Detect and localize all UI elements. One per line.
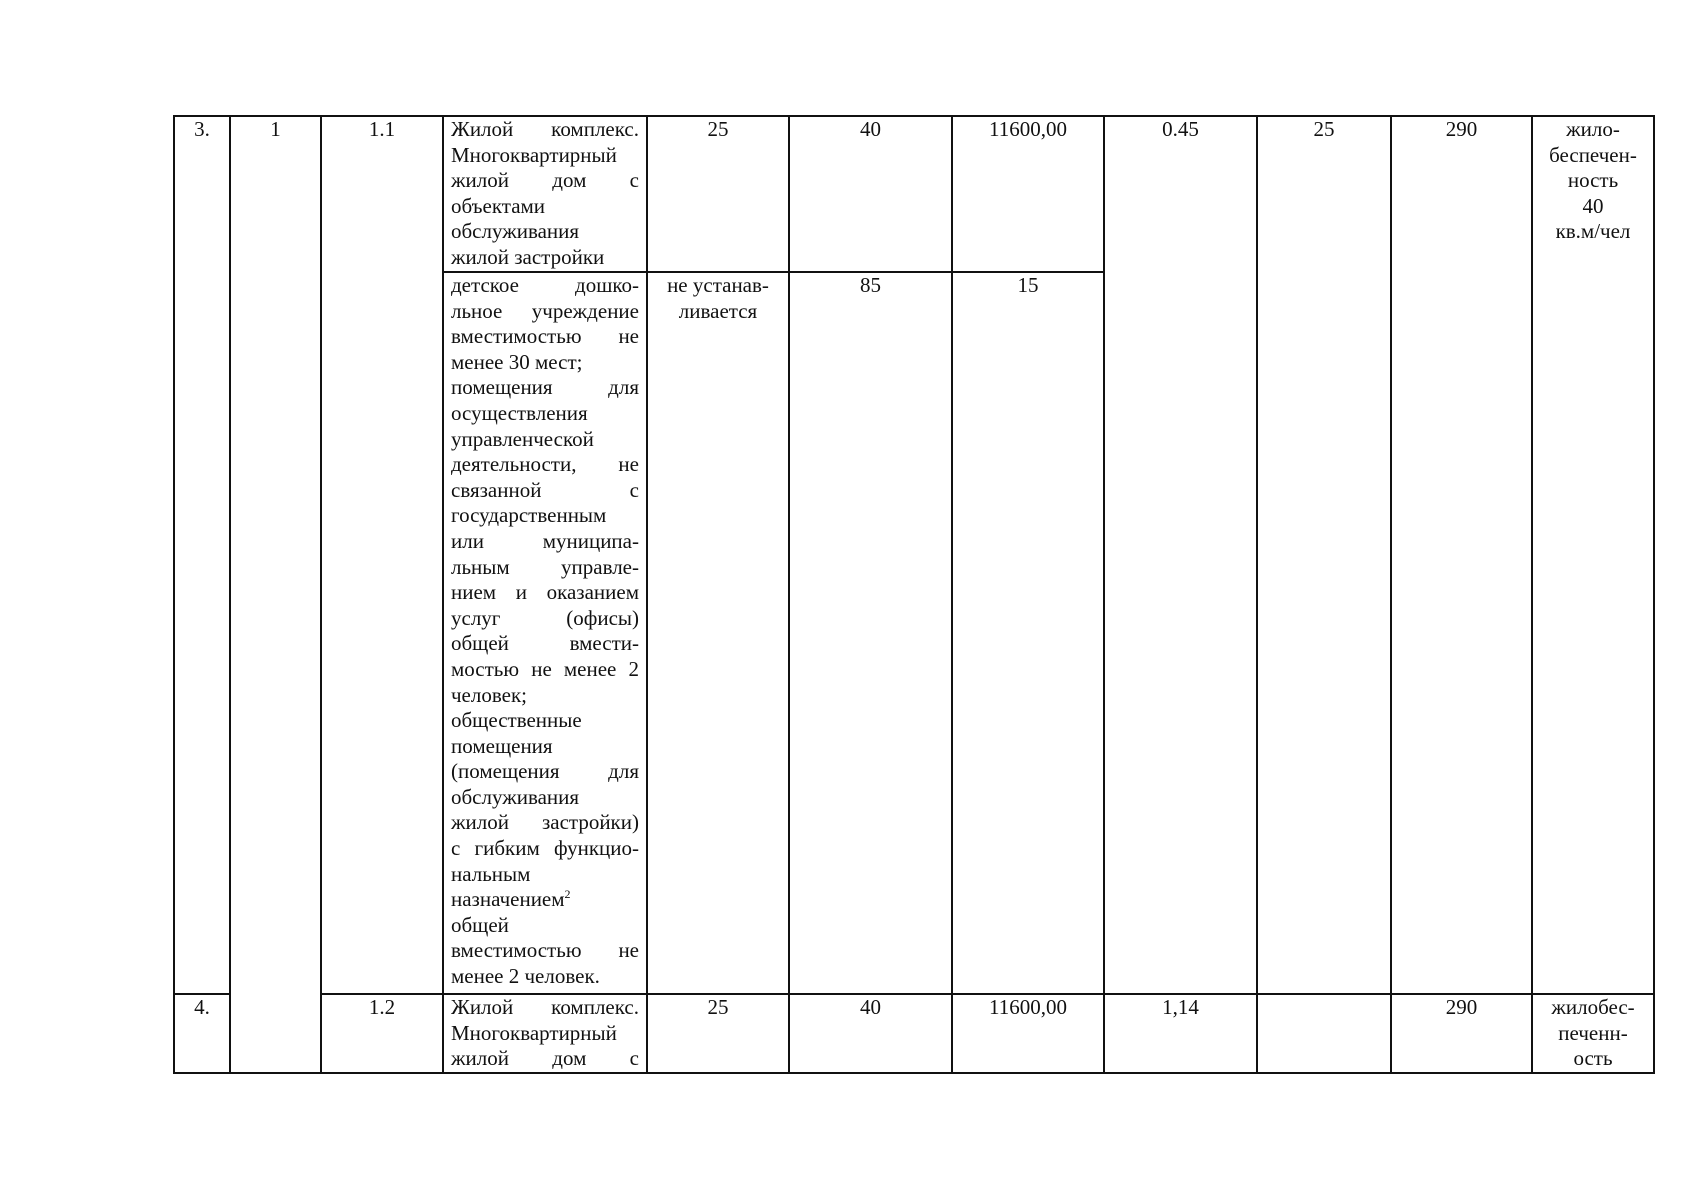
table-row [174, 116, 1654, 272]
note-cell [1532, 994, 1654, 1073]
text-line: обслуживания [451, 784, 580, 809]
note-text [1540, 117, 1646, 245]
text-line: связанной с [451, 477, 639, 502]
text-line: мостью не менее 2 [451, 656, 639, 681]
text-line: жилой застройки) [451, 810, 639, 835]
text-line: государственным [451, 503, 607, 528]
text-line: менее 2 человек. [451, 964, 600, 989]
text-line: управленческой [451, 426, 594, 451]
value-cell-5 [1257, 994, 1391, 1073]
allowed-uses-text-tail [451, 913, 639, 990]
text-line: услуг (офисы) [451, 605, 639, 630]
row-code: 1.2 [321, 994, 443, 1073]
row-number: 3. [174, 116, 230, 994]
text-line: помещения [451, 733, 553, 758]
text-line: кв.м/чел [1555, 219, 1631, 244]
object-name-cell [443, 994, 647, 1073]
text-line: вместимостью не [451, 938, 639, 963]
text-line: объектами [451, 193, 546, 218]
text-line: Многоквартирный [451, 142, 617, 167]
row-number: 4. [174, 994, 230, 1073]
text-line: жилой дом с [451, 1046, 639, 1071]
text-line: льное учреждение [451, 298, 639, 323]
value-cell-1: 25 [647, 116, 789, 272]
text-line: обслуживания [451, 219, 580, 244]
text-line: жилой застройки [451, 244, 605, 269]
text-line: деятельности, не [451, 452, 639, 477]
text-line: общей [451, 912, 509, 937]
text-line: 40 [1582, 193, 1604, 218]
row-code: 1.1 [321, 116, 443, 994]
object-name-cell [443, 116, 647, 272]
value-cell-2: 40 [789, 116, 952, 272]
text-line: нием и оказанием [451, 580, 639, 605]
note-text [1540, 995, 1646, 1072]
text-line: детское дошко- [451, 273, 639, 297]
text-line: общественные [451, 708, 582, 733]
text-line: человек; [451, 682, 528, 707]
text-line: ливается [678, 298, 758, 323]
value-cell-6: 290 [1391, 994, 1532, 1073]
data-table [173, 115, 1655, 1074]
value-cell-2: 85 [789, 272, 952, 994]
value-cell-4: 0.45 [1104, 116, 1257, 994]
text-line: ность [1567, 168, 1619, 193]
text-line: Жилой комплекс. [451, 995, 639, 1019]
object-name-text [451, 995, 639, 1072]
text-line: Жилой комплекс. [451, 117, 639, 141]
text-line: с гибким функцио- [451, 836, 639, 861]
not-set-text [655, 273, 781, 324]
text-line: ость [1573, 1046, 1613, 1071]
text-line: вместимостью не [451, 324, 639, 349]
object-name-text [451, 117, 639, 271]
text-line: жило- [1566, 117, 1620, 141]
text-line: Многоквартирный [451, 1020, 617, 1045]
value-cell-6: 290 [1391, 116, 1532, 994]
text-line: нальным [451, 861, 531, 886]
group-number: 1 [230, 116, 321, 1073]
text-line: жилобес- [1551, 995, 1635, 1019]
text-line: печенн- [1558, 1020, 1628, 1045]
text-line: осуществления [451, 400, 588, 425]
allowed-uses-cell [443, 272, 647, 994]
value-cell-3: 11600,00 [952, 994, 1104, 1073]
text-line: (помещения для [451, 759, 639, 784]
table-row [174, 994, 1654, 1073]
text-line: или муниципа- [451, 528, 639, 553]
text-line: льным управле- [451, 554, 639, 579]
text-line: помещения для [451, 375, 639, 400]
value-cell-4: 1,14 [1104, 994, 1257, 1073]
note-cell [1532, 116, 1654, 994]
text-line: менее 30 мест; [451, 349, 583, 374]
text-line: общей вмести- [451, 631, 639, 656]
value-cell-1 [647, 272, 789, 994]
text-line: жилой дом с [451, 168, 639, 193]
footnote-mark: 2 [564, 887, 571, 902]
value-cell-3: 15 [952, 272, 1104, 994]
value-cell-2: 40 [789, 994, 952, 1073]
allowed-uses-sup-line: назначением$^2$ [451, 887, 571, 912]
value-cell-5: 25 [1257, 116, 1391, 994]
value-cell-1: 25 [647, 994, 789, 1073]
text-line: беспечен- [1549, 142, 1637, 167]
allowed-uses-text [451, 273, 639, 887]
value-cell-3: 11600,00 [952, 116, 1104, 272]
text-line: не устанав- [667, 273, 769, 297]
